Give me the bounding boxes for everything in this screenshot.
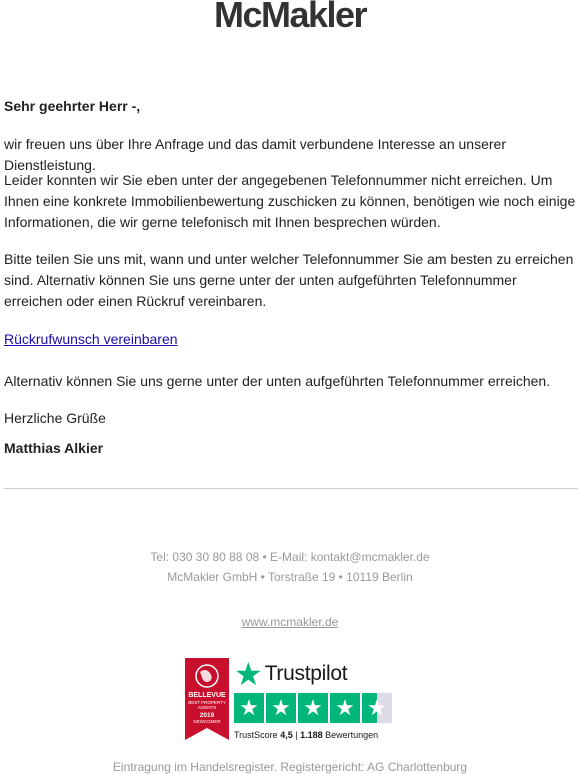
- footer-address: McMakler GmbH • Torstraße 19 • 10119 Berlin: [167, 570, 413, 584]
- half-star-icon: ★: [362, 693, 392, 723]
- trustscore-value: 4,5: [280, 730, 293, 740]
- signature: Matthias Alkier: [4, 440, 104, 456]
- footer-register: Eintragung im Handelsregister. Registergericht: AG Charlottenburg: [112, 760, 468, 774]
- trustpilot-star-icon: ★: [234, 656, 263, 692]
- badge-line4: NEWCOMER: [193, 719, 221, 724]
- reviews-count: 1.188: [300, 730, 323, 740]
- trustpilot-brand: Trustpilot: [264, 662, 348, 685]
- star-icon: ★: [266, 693, 296, 723]
- badge-line1: BELLEVUE: [188, 692, 226, 699]
- footer-divider: [4, 488, 578, 489]
- trustpilot-widget[interactable]: [234, 658, 402, 740]
- footer-contact: Tel: 030 30 80 88 08 • E-Mail: kontakt@mcmakler.de: [150, 550, 430, 564]
- bellevue-award-badge: [185, 658, 229, 740]
- badge-year: 2019: [199, 712, 215, 719]
- badge-line3: AGENTS: [197, 705, 217, 710]
- paragraph-unreachable: Leider konnten wir Sie eben unter der angegebenen Telefonnummer nicht erreichen. Um Ihnen eine konkrete Immobilienbewertung zuschicken zu können, benötigen wie noch einige Informationen, die wir gerne telefonisch mit Ihnen besprechen würden.: [4, 172, 576, 230]
- reviews-label: Bewertungen: [325, 730, 379, 740]
- badge-line2: BEST PROPERTY: [188, 700, 226, 705]
- website-link[interactable]: www.mcmakler.de: [241, 615, 339, 629]
- trustpilot-rating-stars: [234, 693, 392, 723]
- salutation: Sehr geehrter Herr -,: [4, 98, 141, 114]
- star-icon: ★: [234, 693, 264, 723]
- mcmakler-logo: McMakler: [213, 0, 367, 35]
- badge-ribbon: [185, 658, 229, 740]
- trustscore-separator: |: [295, 730, 298, 740]
- closing: Herzliche Grüße: [4, 410, 106, 426]
- trustscore-line: [234, 730, 378, 740]
- paragraph-alternative: Alternativ können Sie uns gerne unter der unten aufgeführten Telefonnummer erreichen.: [4, 373, 551, 389]
- callback-link[interactable]: Rückrufwunsch vereinbaren: [4, 331, 178, 347]
- star-icon: ★: [330, 693, 360, 723]
- paragraph-intro: wir freuen uns über Ihre Anfrage und das damit verbundene Interesse an unserer Dienstleistung.: [4, 136, 506, 173]
- star-icon: ★: [298, 693, 328, 723]
- paragraph-request-info: Bitte teilen Sie uns mit, wann und unter welcher Telefonnummer Sie am besten zu erreichen sind. Alternativ können Sie uns gerne unter der unten aufgeführten Telefonnummer erreichen oder einen Rückruf vereinbaren.: [4, 251, 574, 309]
- trustpilot-header: [234, 658, 347, 690]
- trustscore-label: TrustScore: [234, 730, 278, 740]
